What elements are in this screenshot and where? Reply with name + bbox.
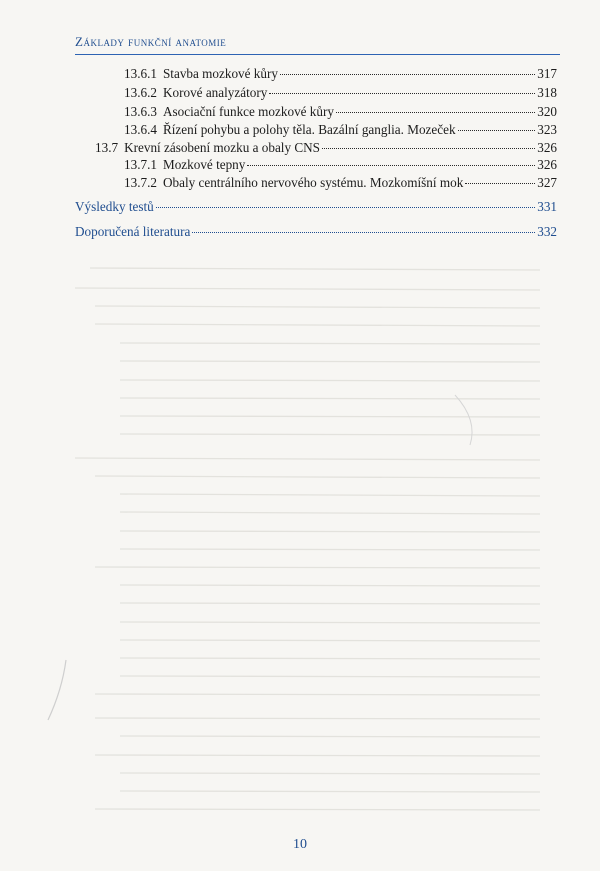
toc-entry[interactable] (124, 85, 557, 101)
toc-entry-title: Asociační funkce mozkové kůry (162, 104, 334, 119)
toc-entry-number: 13.7.2 (124, 175, 157, 190)
toc-entry-page: 317 (537, 66, 557, 81)
toc-entry[interactable] (124, 175, 557, 191)
toc-entry-title: Korové analyzátory (162, 85, 268, 100)
toc-entry-title: Krevní zásobení mozku a obaly CNS (124, 140, 321, 155)
toc-entry[interactable] (124, 104, 557, 120)
dot-leader (280, 74, 535, 75)
toc-entry-number: 13.6.1 (124, 66, 157, 81)
toc-entry-title: Doporučená literatura (75, 224, 191, 239)
toc-entry-title: Mozkové tepny (162, 157, 246, 172)
toc-entry-title: Řízení pohybu a polohy těla. Bazální ganglia. Mozeček (162, 122, 456, 137)
toc-entry[interactable] (124, 157, 557, 173)
header-rule (75, 54, 560, 55)
toc-entry-page: 326 (537, 157, 557, 172)
dot-leader (192, 232, 535, 233)
toc-entry-page: 332 (537, 224, 557, 239)
toc-entry-number: 13.6.3 (124, 104, 157, 119)
toc-entry[interactable] (124, 122, 557, 138)
toc-entry-number: 13.7 (95, 140, 119, 155)
dot-leader (247, 165, 535, 166)
toc-entry[interactable] (95, 140, 557, 156)
toc-entry-results[interactable] (75, 199, 557, 215)
running-header: Základy funkční anatomie (75, 34, 227, 49)
toc-entry-title: Obaly centrálního nervového systému. Mozkomíšní mok (162, 175, 464, 190)
page-number: 10 (293, 837, 307, 852)
toc-entry-title: Výsledky testů (75, 199, 154, 214)
toc-entry-page: 326 (537, 140, 557, 155)
dot-leader (322, 148, 535, 149)
toc-entry-number: 13.6.4 (124, 122, 157, 137)
toc-entry-page: 318 (537, 85, 557, 100)
dot-leader (336, 112, 535, 113)
toc-entry-literature[interactable] (75, 224, 557, 240)
dot-leader (458, 130, 536, 131)
dot-leader (156, 207, 535, 208)
toc-entry-title: Stavba mozkové kůry (162, 66, 278, 81)
toc-entry[interactable] (124, 66, 557, 82)
toc-entry-number: 13.7.1 (124, 157, 157, 172)
dot-leader (465, 183, 535, 184)
toc-entry-page: 327 (537, 175, 557, 190)
toc-entry-page: 331 (537, 199, 557, 214)
toc-entry-number: 13.6.2 (124, 85, 157, 100)
toc-entry-page: 320 (537, 104, 557, 119)
dot-leader (269, 93, 535, 94)
toc-entry-page: 323 (537, 122, 557, 137)
